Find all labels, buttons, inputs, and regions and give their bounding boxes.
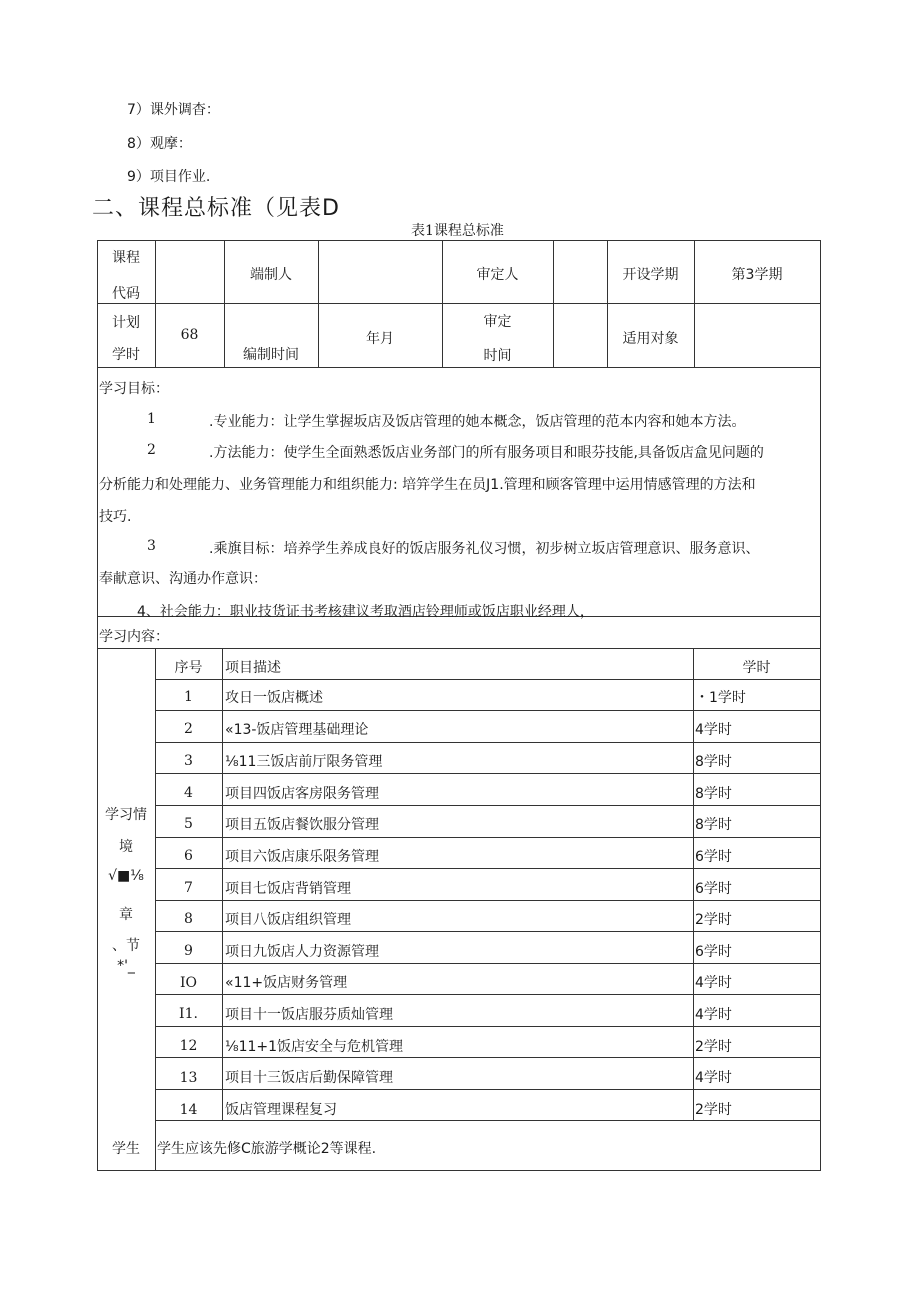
unit-hours: 6学时 (695, 944, 732, 960)
unit-desc: 项目六饭店康乐限务管理 (225, 849, 379, 865)
goal-3-text-cont: 奉献意识、沟通办作意识： (99, 571, 267, 587)
side-label-5: 、节 (112, 938, 140, 954)
goals-title: 学习目标： (99, 381, 169, 397)
goal-2-text-end: 技巧. (99, 509, 132, 525)
goal-4-text: 4、社会能力：职业技货证书考核建议考取酒店铃理师或饭店职业经理人， (137, 604, 594, 620)
unit-desc: 项目五饭店餐饮服分管理 (225, 817, 379, 833)
unit-desc: 攻日一饭店概述 (225, 690, 323, 706)
semester-label: 开设学期 (622, 267, 679, 283)
unit-hours: 4学时 (695, 1070, 732, 1086)
goal-2-number: 2 (147, 442, 156, 458)
audience-label: 适用对象 (622, 331, 679, 347)
side-label-6: *'_ (117, 958, 135, 974)
method-text: 观摩： (149, 136, 192, 152)
side-label-1: 学习情 (105, 807, 147, 823)
review-date-label-2: 时间 (483, 348, 512, 364)
unit-seq: I1. (179, 1006, 198, 1022)
unit-hours: 6学时 (695, 881, 732, 897)
unit-desc: ⅛11三饭店前厅限务管理 (225, 754, 383, 770)
goal-2-text: .方法能力：使学生全面熟悉饭店业务部门的所有服务项目和眼芬技能,具备饭店盒见问题的 (209, 445, 764, 461)
planned-hours-label: 计划 (112, 315, 140, 331)
compile-date-value: 年月 (366, 331, 394, 347)
unit-hours: 2学时 (695, 1102, 732, 1118)
seq-header: 序号 (174, 660, 203, 676)
section-heading: 二、课程总标准（见表D (92, 196, 340, 221)
unit-desc: ⅛11+1饭店安全与危机管理 (225, 1039, 404, 1055)
unit-hours: 2学时 (695, 912, 732, 928)
table-row (97, 1089, 821, 1120)
unit-seq: 14 (179, 1102, 198, 1118)
prereq-label: 学生 (112, 1141, 140, 1157)
review-date-label: 审定 (483, 314, 512, 330)
method-item-8 (127, 133, 192, 153)
unit-hours: 8学时 (695, 786, 732, 802)
side-label-2: 境 (119, 839, 133, 855)
table-row (97, 963, 821, 994)
unit-hours: ・1学时 (695, 690, 746, 706)
unit-seq: 2 (184, 721, 193, 737)
unit-seq: 12 (179, 1038, 198, 1054)
author-label: 端制人 (250, 267, 292, 283)
goal-3-text: .乘旗目标：培养学生养成良好的饭店服务礼仪习惯，初步树立坂店管理意识、服务意识、 (209, 541, 760, 557)
hours-header: 学时 (742, 660, 771, 676)
table-row (97, 710, 821, 742)
unit-desc: «13-饭店管理基础理论 (225, 722, 369, 738)
method-item-7 (127, 99, 220, 119)
unit-seq: 6 (184, 848, 193, 864)
unit-desc: 项日九饭店人力资源管理 (225, 944, 379, 960)
planned-hours-label-2: 学时 (112, 347, 140, 363)
method-number: 7） (127, 102, 150, 118)
unit-seq: 7 (184, 880, 193, 896)
table-row (97, 679, 821, 710)
course-standard-table (97, 240, 821, 1171)
course-code-label-2: 代码 (112, 286, 140, 302)
desc-header: 项目描述 (225, 660, 281, 676)
unit-desc: 项目十一饭店服芬质灿管理 (225, 1007, 393, 1023)
side-label-3: √■⅛ (108, 868, 144, 884)
table-row (97, 742, 821, 773)
table-row (97, 773, 821, 805)
table-caption: 表1课程总标准 (411, 223, 504, 239)
unit-desc: 项目八饭店组织管理 (225, 912, 351, 928)
goal-1-number: 1 (147, 411, 156, 427)
table-row (97, 1026, 821, 1057)
unit-seq: IO (179, 975, 197, 991)
unit-seq: 13 (179, 1070, 198, 1086)
table-row (97, 837, 821, 868)
unit-seq: 3 (184, 753, 193, 769)
unit-hours: 8学时 (695, 754, 732, 770)
method-number: 8） (127, 136, 150, 152)
unit-seq: 1 (184, 689, 193, 705)
unit-desc: 项目十三饭店后勤保障管理 (225, 1070, 393, 1086)
unit-hours: 8学时 (695, 817, 732, 833)
unit-hours: 4学时 (695, 722, 732, 738)
method-text: 项目作业. (149, 169, 211, 185)
unit-desc: 项目七饭店背销管理 (225, 881, 351, 897)
table-row (97, 805, 821, 837)
side-label-4: 章 (119, 907, 133, 923)
prereq-text: 学生应该先修C旅游学概论2等课程. (157, 1141, 377, 1157)
goal-2-text-cont: 分析能力和处理能力、业务管理能力和组织能力: 培笄学生在员J1.管理和顾客管理中运用情感管理的方法和 (99, 477, 756, 493)
reviewer-label: 审定人 (476, 267, 519, 283)
method-text: 课外调杳： (149, 102, 220, 118)
unit-seq: 5 (184, 816, 193, 832)
table-row (97, 994, 821, 1026)
table-row (97, 1057, 821, 1089)
table-row (97, 931, 821, 963)
unit-desc: 项目四饭店客房限务管理 (225, 786, 379, 802)
unit-desc: 饭店管理课程复习 (225, 1102, 337, 1118)
unit-seq: 8 (184, 911, 193, 927)
semester-value: 第3学期 (731, 267, 783, 283)
unit-desc: «11+饭店财务管理 (225, 975, 348, 991)
goal-3-number: 3 (147, 538, 156, 554)
table-row (97, 900, 821, 931)
unit-hours: 4学时 (695, 1007, 732, 1023)
unit-hours: 4学时 (695, 975, 732, 991)
method-number: 9） (127, 169, 150, 185)
unit-seq: 9 (184, 943, 193, 959)
method-item-9 (127, 166, 210, 186)
table-row (97, 868, 821, 900)
planned-hours-value: 68 (180, 327, 199, 343)
unit-hours: 2学时 (695, 1039, 732, 1055)
course-code-label: 课程 (112, 250, 140, 266)
compile-date-label: 编制时间 (243, 347, 299, 363)
content-title: 学习内容： (99, 629, 169, 645)
goal-1-text: .专业能力：让学生掌握坂店及饭店管理的她本概念，饭店管理的范本内容和她本方法。 (209, 414, 746, 430)
unit-seq: 4 (184, 785, 193, 801)
unit-hours: 6学时 (695, 849, 732, 865)
